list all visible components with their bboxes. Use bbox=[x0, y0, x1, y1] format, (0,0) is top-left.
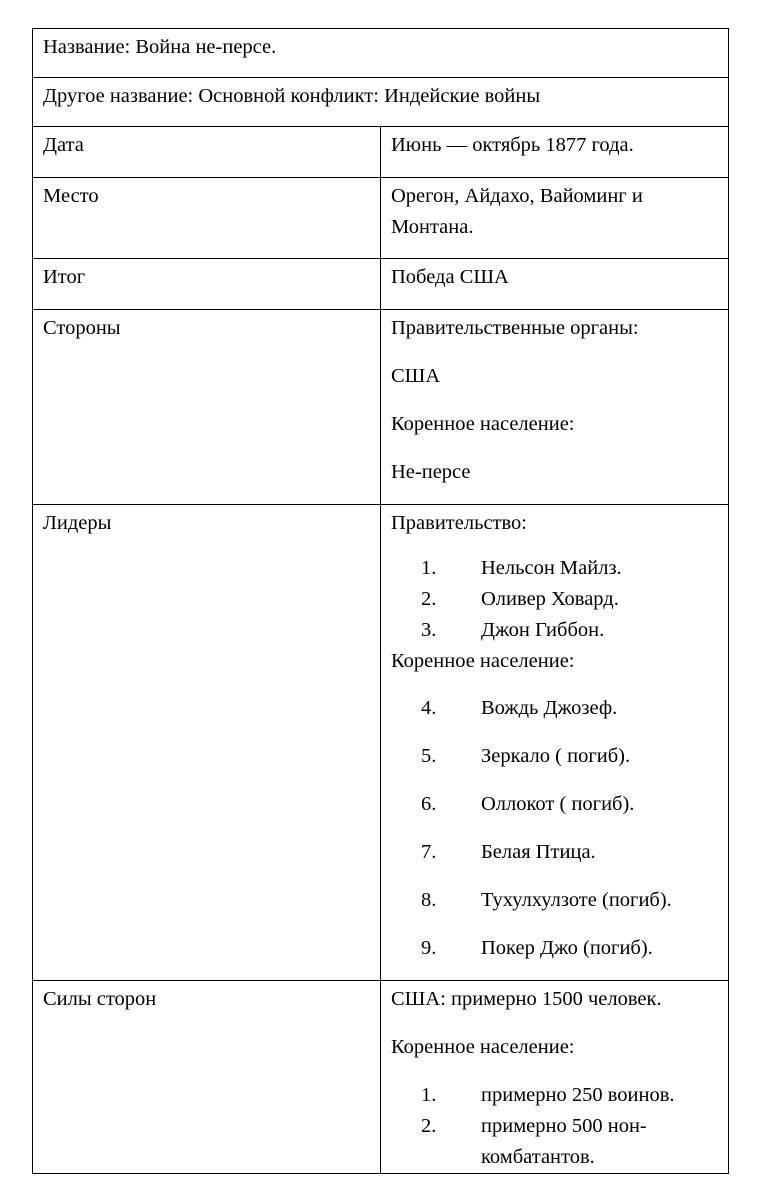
result-value: Победа США bbox=[381, 259, 729, 310]
list-number: 1. bbox=[421, 557, 437, 579]
government-heading: Правительство: bbox=[391, 512, 527, 534]
list-number: 2. bbox=[421, 1115, 437, 1137]
date-value: Июнь — октябрь 1877 года. bbox=[381, 127, 729, 178]
forces-value bbox=[381, 981, 729, 1174]
forces-usa: США: примерно 1500 человек. bbox=[391, 988, 662, 1010]
list-number: 7. bbox=[421, 841, 437, 863]
forces-native-list bbox=[391, 1080, 718, 1173]
leaders-value bbox=[381, 505, 729, 981]
row-date bbox=[33, 127, 729, 178]
list-number: 9. bbox=[421, 937, 437, 959]
leader-name: Белая Птица. bbox=[481, 841, 596, 863]
list-item bbox=[391, 584, 718, 615]
list-number: 1. bbox=[421, 1084, 437, 1106]
native-leaders-list bbox=[391, 693, 718, 964]
sides-paragraph: Не-персе bbox=[391, 461, 471, 483]
row-name bbox=[33, 29, 729, 78]
document-page bbox=[32, 28, 729, 1174]
result-label: Итог bbox=[33, 259, 381, 310]
list-number: 3. bbox=[421, 619, 437, 641]
force-text: примерно 500 нон-комбатантов. bbox=[481, 1115, 647, 1168]
forces-label: Силы сторон bbox=[33, 981, 381, 1174]
list-item bbox=[391, 615, 718, 646]
forces-native-heading: Коренное население: bbox=[391, 1036, 575, 1058]
list-number: 5. bbox=[421, 745, 437, 767]
date-label: Дата bbox=[33, 127, 381, 178]
row-leaders bbox=[33, 505, 729, 981]
list-item bbox=[391, 837, 718, 868]
infobox-table bbox=[32, 28, 729, 1174]
native-heading: Коренное население: bbox=[391, 650, 575, 672]
list-item bbox=[391, 1080, 718, 1111]
place-value: Орегон, Айдахо, Вайоминг и Монтана. bbox=[381, 178, 729, 259]
leader-name: Тухулхулзоте (погиб). bbox=[481, 889, 672, 911]
leader-name: Зеркало ( погиб). bbox=[481, 745, 631, 767]
row-sides bbox=[33, 310, 729, 505]
other-name-cell: Другое название: Основной конфликт: Индейские войны bbox=[33, 78, 729, 127]
row-forces bbox=[33, 981, 729, 1174]
sides-paragraph: Правительственные органы: bbox=[391, 317, 639, 339]
list-item bbox=[391, 741, 718, 772]
list-item bbox=[391, 885, 718, 916]
government-leaders-list bbox=[391, 553, 718, 646]
list-item bbox=[391, 693, 718, 724]
sides-paragraph: США bbox=[391, 365, 441, 387]
list-item bbox=[391, 1111, 718, 1173]
list-item bbox=[391, 789, 718, 820]
leader-name: Оллокот ( погиб). bbox=[481, 793, 635, 815]
name-cell: Название: Война не-персе. bbox=[33, 29, 729, 78]
force-text: примерно 250 воинов. bbox=[481, 1084, 675, 1106]
sides-paragraph: Коренное население: bbox=[391, 413, 575, 435]
list-number: 8. bbox=[421, 889, 437, 911]
list-number: 6. bbox=[421, 793, 437, 815]
leader-name: Джон Гиббон. bbox=[481, 619, 605, 641]
leaders-label: Лидеры bbox=[33, 505, 381, 981]
leader-name: Нельсон Майлз. bbox=[481, 557, 622, 579]
row-other-name bbox=[33, 78, 729, 127]
leader-name: Вождь Джозеф. bbox=[481, 697, 618, 719]
leader-name: Покер Джо (погиб). bbox=[481, 937, 653, 959]
leader-name: Оливер Ховард. bbox=[481, 588, 619, 610]
row-place bbox=[33, 178, 729, 259]
sides-value bbox=[381, 310, 729, 505]
place-label: Место bbox=[33, 178, 381, 259]
sides-label: Стороны bbox=[33, 310, 381, 505]
list-item bbox=[391, 933, 718, 964]
list-item bbox=[391, 553, 718, 584]
list-number: 4. bbox=[421, 697, 437, 719]
list-number: 2. bbox=[421, 588, 437, 610]
row-result bbox=[33, 259, 729, 310]
